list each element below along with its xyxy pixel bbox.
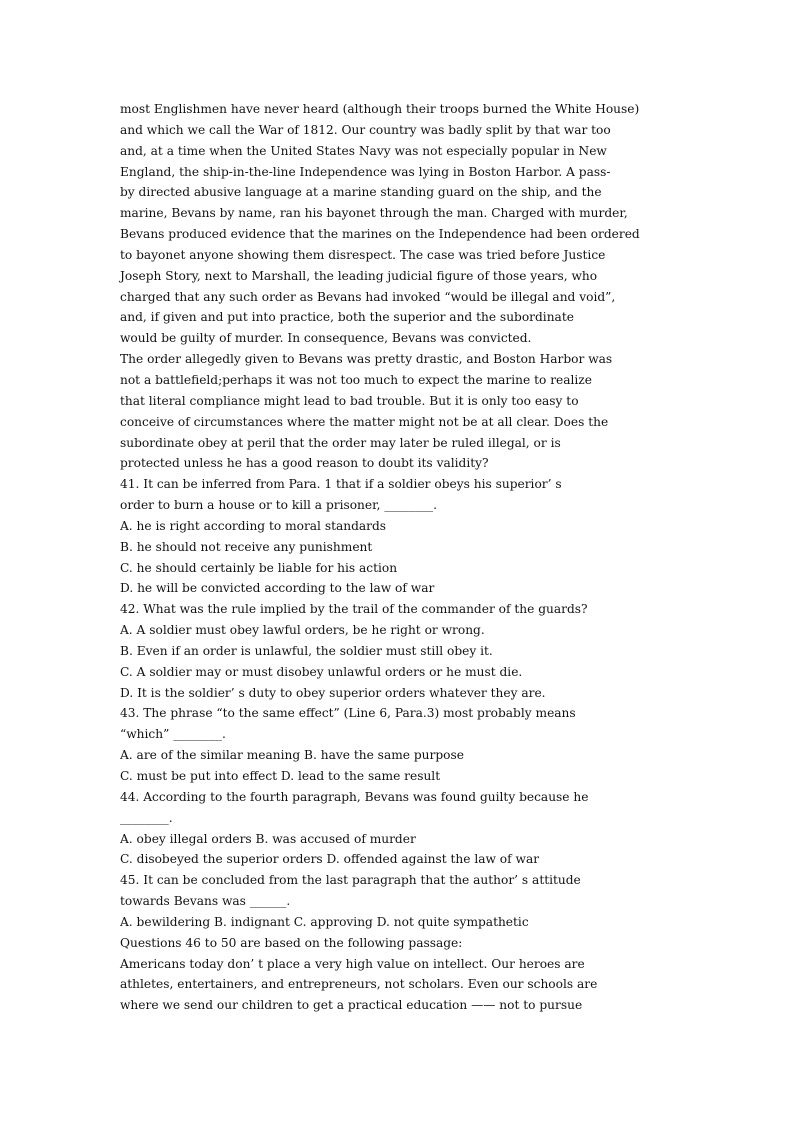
question-42-option-b: B. Even if an order is unlawful, the soldier must still obey it.	[120, 643, 493, 658]
text-line: subordinate obey at peril that the order may later be ruled illegal, or is	[120, 435, 561, 450]
question-44: 44. According to the fourth paragraph, Bevans was found guilty because he	[120, 789, 589, 804]
question-43-options-cd: C. must be put into effect D. lead to the same result	[120, 769, 441, 783]
text-line: and, if given and put into practice, both the superior and the subordinate	[120, 310, 574, 325]
question-45-continued: towards Bevans was ______.	[120, 894, 291, 909]
question-41-option-b: B. he should not receive any punishment	[120, 539, 373, 554]
text-line: that literal compliance might lead to bad trouble. But it is only too easy to	[120, 393, 579, 408]
text-line: and, at a time when the United States Navy was not especially popular in New	[120, 143, 607, 158]
text-line: charged that any such order as Bevans had invoked “would be illegal and void”,	[120, 289, 616, 304]
question-43-continued: “which” ________.	[120, 727, 226, 742]
text-line: and which we call the War of 1812. Our country was badly split by that war too	[120, 122, 611, 137]
text-line: protected unless he has a good reason to doubt its validity?	[120, 456, 489, 471]
section-heading: Questions 46 to 50 are based on the following passage:	[120, 935, 463, 950]
text-line: athletes, entertainers, and entrepreneurs, not scholars. Even our schools are	[120, 977, 598, 992]
question-41-continued: order to burn a house or to kill a prisoner, ________.	[120, 498, 437, 513]
question-43: 43. The phrase “to the same effect” (Line 6, Para.3) most probably means	[120, 706, 576, 721]
question-44-options-cd: C. disobeyed the superior orders D. offended against the law of war	[120, 852, 540, 867]
passage-text	[120, 99, 700, 1016]
question-45: 45. It can be concluded from the last paragraph that the author’ s attitude	[120, 873, 581, 888]
text-line: not a battlefield;perhaps it was not too much to expect the marine to realize	[120, 372, 592, 387]
text-line: marine, Bevans by name, ran his bayonet through the man. Charged with murder,	[120, 206, 628, 221]
question-42-option-a: A. A soldier must obey lawful orders, be he right or wrong.	[120, 623, 485, 638]
question-41-option-a: A. he is right according to moral standards	[120, 518, 387, 533]
question-42-option-c: C. A soldier may or must disobey unlawful orders or he must die.	[120, 664, 523, 679]
text-line: conceive of circumstances where the matter might not be at all clear. Does the	[120, 414, 609, 429]
question-45-options: A. bewildering B. indignant C. approving D. not quite sympathetic	[120, 914, 529, 929]
text-line: most Englishmen have never heard (although their troops burned the White House)	[120, 102, 640, 116]
text-line: to bayonet anyone showing them disrespect. The case was tried before Justice	[120, 247, 606, 262]
question-43-options-ab: A. are of the similar meaning B. have the same purpose	[120, 748, 464, 763]
question-42-option-d: D. It is the soldier’ s duty to obey superior orders whatever they are.	[120, 685, 546, 700]
paragraph-start-line: The order allegedly given to Bevans was pretty drastic, and Boston Harbor was	[120, 352, 613, 367]
question-41-option-d: D. he will be convicted according to the law of war	[120, 581, 435, 596]
text-line: by directed abusive language at a marine standing guard on the ship, and the	[120, 185, 602, 200]
text-line: England, the ship-in-the-line Independence was lying in Boston Harbor. A pass-	[120, 164, 611, 179]
text-line: Bevans produced evidence that the marines on the Independence had been ordered	[120, 227, 640, 242]
question-44-options-ab: A. obey illegal orders B. was accused of murder	[120, 831, 416, 846]
question-41-option-c: C. he should certainly be liable for his action	[120, 560, 398, 575]
text-line: Joseph Story, next to Marshall, the leading judicial figure of those years, who	[120, 268, 598, 283]
question-42: 42. What was the rule implied by the trail of the commander of the guards?	[120, 602, 588, 617]
text-line: where we send our children to get a practical education —— not to pursue	[120, 998, 583, 1013]
text-line: would be guilty of murder. In consequence, Bevans was convicted.	[120, 331, 532, 346]
text-line: Americans today don’ t place a very high value on intellect. Our heroes are	[120, 956, 585, 971]
question-44-blank: ________.	[120, 810, 173, 825]
question-41: 41. It can be inferred from Para. 1 that if a soldier obeys his superior’ s	[120, 477, 562, 492]
